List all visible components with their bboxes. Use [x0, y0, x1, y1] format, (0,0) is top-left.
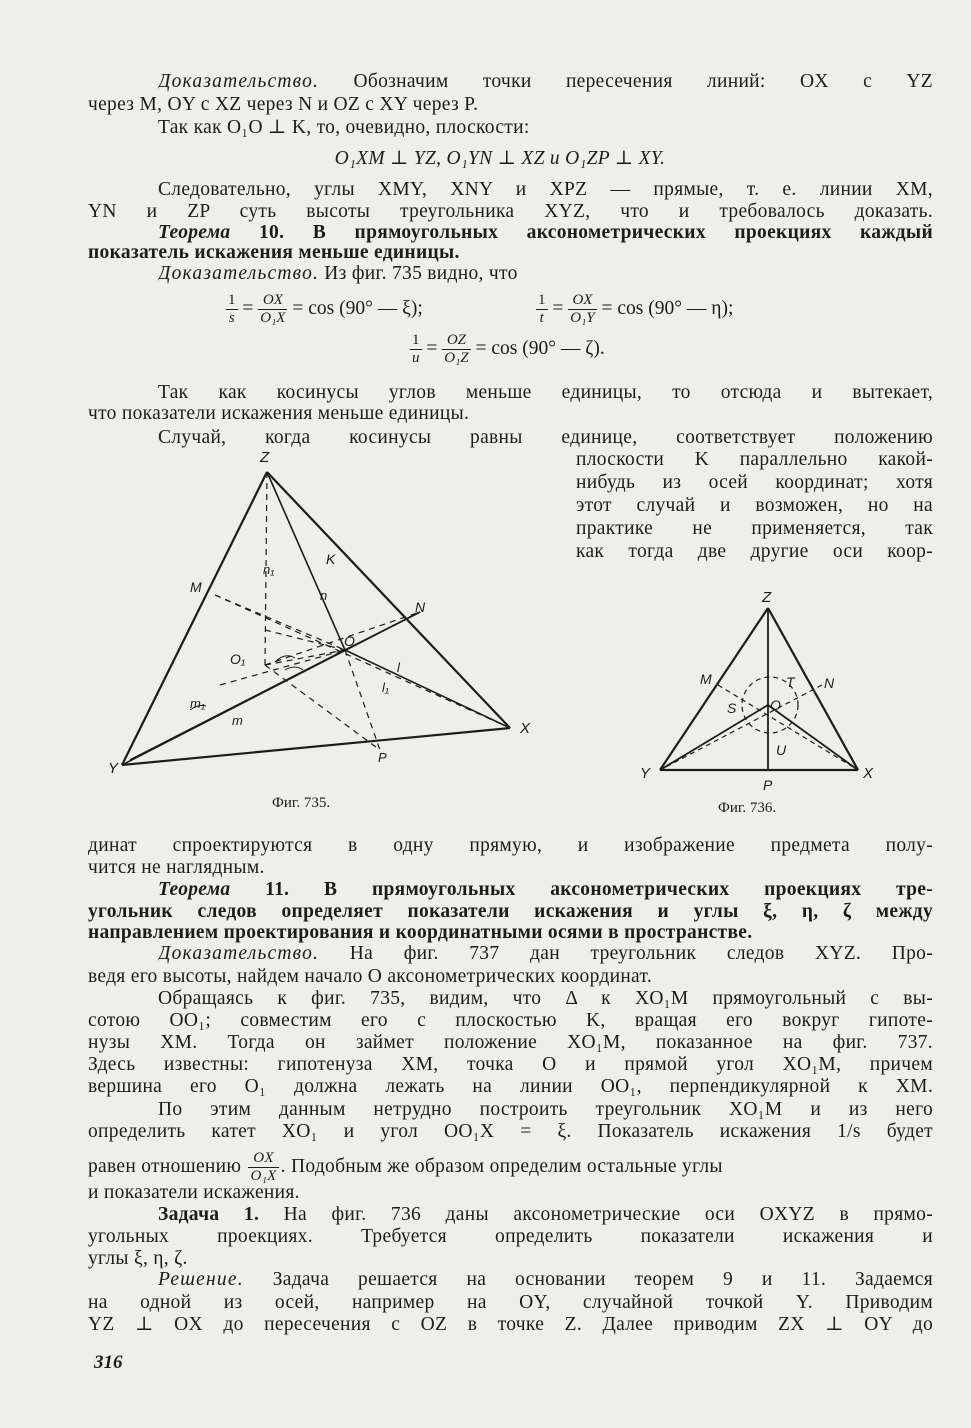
fig735-label-n1: n₁ — [263, 562, 275, 577]
fig735-label-X: X — [520, 720, 531, 737]
text-line: нибудь из осей координат; хотя — [576, 472, 933, 493]
figure-735 — [100, 440, 560, 790]
theorem-heading: Теорема 11. В прямоугольных аксонометрических проекциях тре- — [158, 879, 933, 900]
text-line: ведя его высоты, найдем начало O аксонометрических координат. — [88, 966, 653, 987]
fig736-label-O: O — [770, 697, 781, 713]
math-line: O₁XM ⊥ YZ, O₁YN ⊥ XZ и O₁ZP ⊥ XY. — [334, 148, 666, 169]
text-line: на одной из осей, например на OY, случайной точкой Y. Приводим — [88, 1292, 933, 1313]
text-line: YZ ⊥ OX до пересечения с OZ в точке Z. Далее приводим ZX ⊥ OY до — [88, 1314, 933, 1335]
fig736-label-S: S — [727, 700, 737, 716]
fig736-label-Y: Y — [640, 765, 651, 782]
text-line: YN и ZP суть высоты треугольника XYZ, что и требовалось доказать. — [88, 201, 933, 222]
text-line: Обращаясь к фиг. 735, видим, что Δ к XO₁M прямоугольный с вы- — [158, 988, 933, 1009]
text-line: Решение. Задача решается на основании теорем 9 и 11. Задаемся — [158, 1269, 933, 1290]
text-line: практике не применяется, так — [576, 518, 933, 539]
fig736-label-P: P — [763, 777, 773, 793]
text-line: Задача 1. На фиг. 736 даны аксонометрические оси OXYZ в прямо- — [158, 1204, 933, 1225]
equation-1: $\frac{1}{s}$ = $\frac{OX}{\text{O₁X}}$ = cos (90° — ξ); — [228, 292, 423, 326]
fig736-label-T: T — [786, 674, 795, 690]
text-line: этот случай и возможен, но на — [576, 495, 933, 516]
figure-736-caption: Фиг. 736. — [718, 800, 777, 816]
fig735-label-O1: O₁ — [230, 651, 246, 667]
text-line: динат спроектируются в одну прямую, и изображение предмета полу- — [88, 835, 933, 856]
fig735-label-P: P — [378, 750, 387, 765]
fig735-label-Z: Z — [260, 449, 270, 466]
text-line: равен отношению $\frac{OX}{\text{O₁X}}$ . Подобным же образом определим остальные углы — [88, 1150, 723, 1184]
text-line: через M, OY с XZ через N и OZ с XY через P. — [88, 94, 479, 115]
text-line: Доказательство. На фиг. 737 дан треугольник следов XYZ. Про- — [158, 943, 933, 964]
text-line: нузы XM. Тогда он займет положение XO₁M, показанное на фиг. 737. — [88, 1032, 933, 1053]
theorem-heading: Теорема 10. В прямоугольных аксонометрических проекциях каждый — [158, 222, 933, 243]
text-line: угольник следов определяет показатели искажения и углы ξ, η, ζ между — [88, 901, 933, 922]
text-line: что показатели искажения меньше единицы. — [88, 403, 470, 424]
text-line: чится не наглядным. — [88, 857, 265, 878]
equation-3: $\frac{1}{u}$ = $\frac{OZ}{\text{O₁Z}}$ = cos (90° — ζ). — [412, 332, 605, 366]
text-line: плоскости K параллельно какой- — [576, 449, 933, 470]
figure-736 — [630, 580, 890, 800]
fig735-label-Y: Y — [108, 760, 119, 777]
text-line: углы ξ, η, ζ. — [88, 1248, 188, 1269]
fig735-label-l: l — [397, 660, 400, 675]
text-line: По этим данным нетрудно построить треугольник XO₁M и из него — [158, 1099, 933, 1120]
text-line: Случай, когда косинусы равны единице, соответствует положению — [158, 427, 933, 448]
text-line: как тогда две другие оси коор- — [576, 541, 933, 562]
text-line: Так как косинусы углов меньше единицы, то отсюда и вытекает, — [158, 382, 933, 403]
text-line: угольных проекциях. Требуется определить показатели искажения и — [88, 1226, 933, 1247]
fig735-label-l1: l₁ — [382, 680, 389, 695]
text-line: Доказательство. Обозначим точки пересечения линий: OX с YZ — [158, 71, 933, 92]
text-line: Следовательно, углы XMY, XNY и XPZ — прямые, т. е. линии XM, — [158, 179, 933, 200]
page-number: 316 — [94, 1352, 123, 1373]
fig736-label-M: M — [700, 671, 712, 687]
fig736-label-Z: Z — [762, 589, 772, 606]
fig735-label-N: N — [415, 599, 426, 615]
fig735-label-O: O — [344, 633, 355, 649]
fig735-label-K: K — [326, 551, 336, 567]
text-line: и показатели искажения. — [88, 1182, 300, 1203]
fig735-label-M: M — [190, 579, 202, 595]
fig736-label-U: U — [776, 742, 787, 758]
fig735-label-m1: m₁ — [190, 696, 205, 711]
figure-735-caption: Фиг. 735. — [272, 795, 331, 811]
text-line: направлением проектирования и координатными осями в пространстве. — [88, 922, 753, 943]
text-line: вершина его O₁ должна лежать на линии OO₁, перпендикулярной к XM. — [88, 1076, 933, 1097]
text-line: показатель искажения меньше единицы. — [88, 242, 460, 263]
text-line: сотою OO₁; совместим его с плоскостью K, вращая его вокруг гипоте- — [88, 1010, 933, 1031]
equation-2: $\frac{1}{t}$ = $\frac{OX}{\text{O₁Y}}$ = cos (90° — η); — [538, 292, 734, 326]
fig735-label-n: n — [320, 588, 328, 603]
text-line: Доказательство. Из фиг. 735 видно, что — [158, 263, 518, 284]
fig735-label-m: m — [232, 713, 243, 728]
text-line: Так как O₁O ⊥ K, то, очевидно, плоскости: — [158, 117, 530, 138]
text-line: Здесь известны: гипотенуза XM, точка O и прямой угол XO₁M, причем — [88, 1054, 933, 1075]
text-line: определить катет XO₁ и угол OO₁X = ξ. Показатель искажения 1/s будет — [88, 1121, 933, 1142]
fig736-label-X: X — [863, 765, 874, 782]
fig736-label-N: N — [824, 675, 835, 691]
